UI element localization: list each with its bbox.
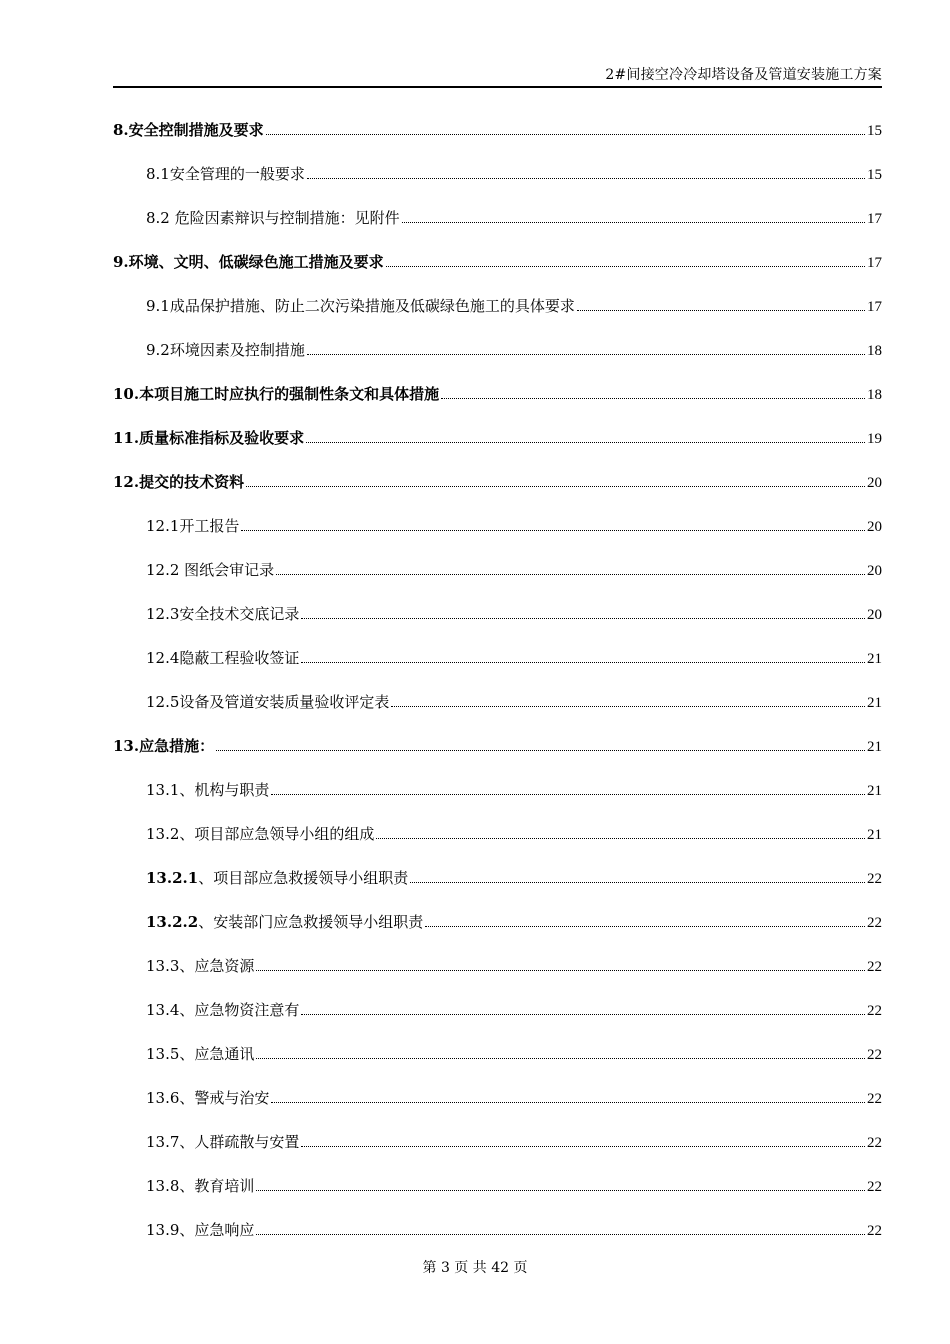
toc-page-number: 22 [867,1223,882,1239]
toc-entry-text: 、安装部门应急救援领导小组职责 [198,913,424,931]
toc-entry[interactable] [113,932,882,976]
toc-page-number: 22 [867,915,882,931]
toc-entry[interactable] [113,1020,882,1064]
toc-dot-leader [256,970,865,971]
page-footer: 第 3 页 共 42 页 [422,1260,528,1276]
toc-dot-leader [301,662,865,663]
toc-dot-leader [577,310,865,311]
toc-dot-leader [271,794,865,795]
toc-entry[interactable] [113,844,882,888]
toc-entry-label: 8.安全控制措施及要求 [113,121,264,139]
toc-page-number: 17 [867,299,882,315]
toc-entry-number: 13.2.2 [146,913,199,931]
toc-dot-leader [246,486,865,487]
toc-dot-leader [216,750,865,751]
toc-entry[interactable] [113,536,882,580]
toc-entry-label: 13.6、警戒与治安 [146,1089,270,1107]
toc-entry-label: 13.8、教育培训 [146,1177,255,1195]
toc-page-number: 22 [867,1179,882,1195]
toc-page-number: 15 [867,123,882,139]
toc-entry[interactable] [113,272,882,316]
toc-dot-leader [410,882,865,883]
toc-page-number: 20 [867,475,882,491]
toc-entry-text: 、项目部应急救援领导小组职责 [198,869,409,887]
toc-entry[interactable] [113,668,882,712]
toc-entry[interactable] [113,1152,882,1196]
toc-entry[interactable] [113,184,882,228]
toc-page-number: 17 [867,211,882,227]
toc-entry[interactable] [113,712,882,756]
toc-entry[interactable] [113,1196,882,1240]
toc-dot-leader [307,178,865,179]
toc-entry[interactable] [113,360,882,404]
toc-page-number: 20 [867,563,882,579]
toc-page-number: 22 [867,959,882,975]
toc-entry[interactable] [113,228,882,272]
toc-page-number: 19 [867,431,882,447]
toc-dot-leader [271,1102,865,1103]
toc-entry-label: 8.1安全管理的一般要求 [146,165,305,183]
toc-entry[interactable] [113,976,882,1020]
toc-entry[interactable] [113,1064,882,1108]
toc-dot-leader [266,134,865,135]
toc-entry-label: 9.环境、文明、低碳绿色施工措施及要求 [113,253,384,271]
toc-entry-label: 13.7、人群疏散与安置 [146,1133,300,1151]
toc-entry-label [146,911,423,932]
toc-dot-leader [376,838,865,839]
toc-dot-leader [441,398,865,399]
toc-entry-label: 9.1成品保护措施、防止二次污染措施及低碳绿色施工的具体要求 [146,297,575,315]
toc-page-number: 21 [867,651,882,667]
toc-page-number: 22 [867,1047,882,1063]
table-of-contents [113,110,882,1240]
toc-dot-leader [306,442,865,443]
toc-page-number: 20 [867,519,882,535]
toc-page-number: 21 [867,695,882,711]
header-title: 2#间接空冷冷却塔设备及管道安装施工方案 [605,67,882,83]
toc-page-number: 21 [867,739,882,755]
toc-page-number: 21 [867,783,882,799]
toc-entry-label: 13.5、应急通讯 [146,1045,255,1063]
toc-page-number: 15 [867,167,882,183]
toc-entry[interactable] [113,756,882,800]
toc-page-number: 20 [867,607,882,623]
toc-dot-leader [425,926,865,927]
toc-entry[interactable] [113,800,882,844]
toc-entry-label: 13.4、应急物资注意有 [146,1001,300,1019]
toc-entry-label: 13.3、应急资源 [146,957,255,975]
toc-page-number: 21 [867,827,882,843]
toc-page-number: 18 [867,343,882,359]
toc-entry[interactable] [113,888,882,932]
toc-dot-leader [391,706,865,707]
toc-entry-label: 13.应急措施： [113,737,215,755]
toc-dot-leader [256,1058,865,1059]
toc-page-number: 18 [867,387,882,403]
toc-entry-label: 10.本项目施工时应执行的强制性条文和具体措施 [113,385,440,403]
toc-entry-label: 8.2 危险因素辩识与控制措施：见附件 [146,209,400,227]
toc-entry-label: 12.3安全技术交底记录 [146,605,300,623]
toc-entry[interactable] [113,404,882,448]
toc-entry-label: 12.5设备及管道安装质量验收评定表 [146,693,390,711]
toc-entry-label: 12.2 图纸会审记录 [146,561,275,579]
toc-dot-leader [386,266,865,267]
toc-entry-label: 13.1、机构与职责 [146,781,270,799]
toc-entry[interactable] [113,580,882,624]
toc-page-number: 17 [867,255,882,271]
toc-entry-label: 13.9、应急响应 [146,1221,255,1239]
toc-entry-label: 11.质量标准指标及验收要求 [113,429,305,447]
toc-entry[interactable] [113,1108,882,1152]
toc-entry[interactable] [113,316,882,360]
toc-entry-number: 13.2.1 [146,869,199,887]
toc-dot-leader [256,1190,865,1191]
toc-dot-leader [301,1146,865,1147]
toc-entry[interactable] [113,448,882,492]
toc-entry[interactable] [113,110,882,140]
toc-dot-leader [301,1014,865,1015]
toc-page-number: 22 [867,1091,882,1107]
toc-entry-label: 12.1开工报告 [146,517,240,535]
toc-page-number: 22 [867,1135,882,1151]
toc-entry-label: 12.提交的技术资料 [113,473,245,491]
toc-entry[interactable] [113,140,882,184]
toc-entry-label: 13.2、项目部应急领导小组的组成 [146,825,375,843]
toc-dot-leader [402,222,865,223]
toc-page-number: 22 [867,1003,882,1019]
toc-dot-leader [256,1234,865,1235]
toc-dot-leader [307,354,865,355]
toc-dot-leader [276,574,865,575]
toc-page-number: 22 [867,871,882,887]
toc-entry[interactable] [113,624,882,668]
toc-entry[interactable] [113,492,882,536]
toc-dot-leader [301,618,865,619]
toc-entry-label: 12.4隐蔽工程验收签证 [146,649,300,667]
toc-entry-label: 9.2环境因素及控制措施 [146,341,305,359]
header-rule [113,86,882,88]
toc-dot-leader [241,530,865,531]
toc-entry-label [146,867,408,888]
